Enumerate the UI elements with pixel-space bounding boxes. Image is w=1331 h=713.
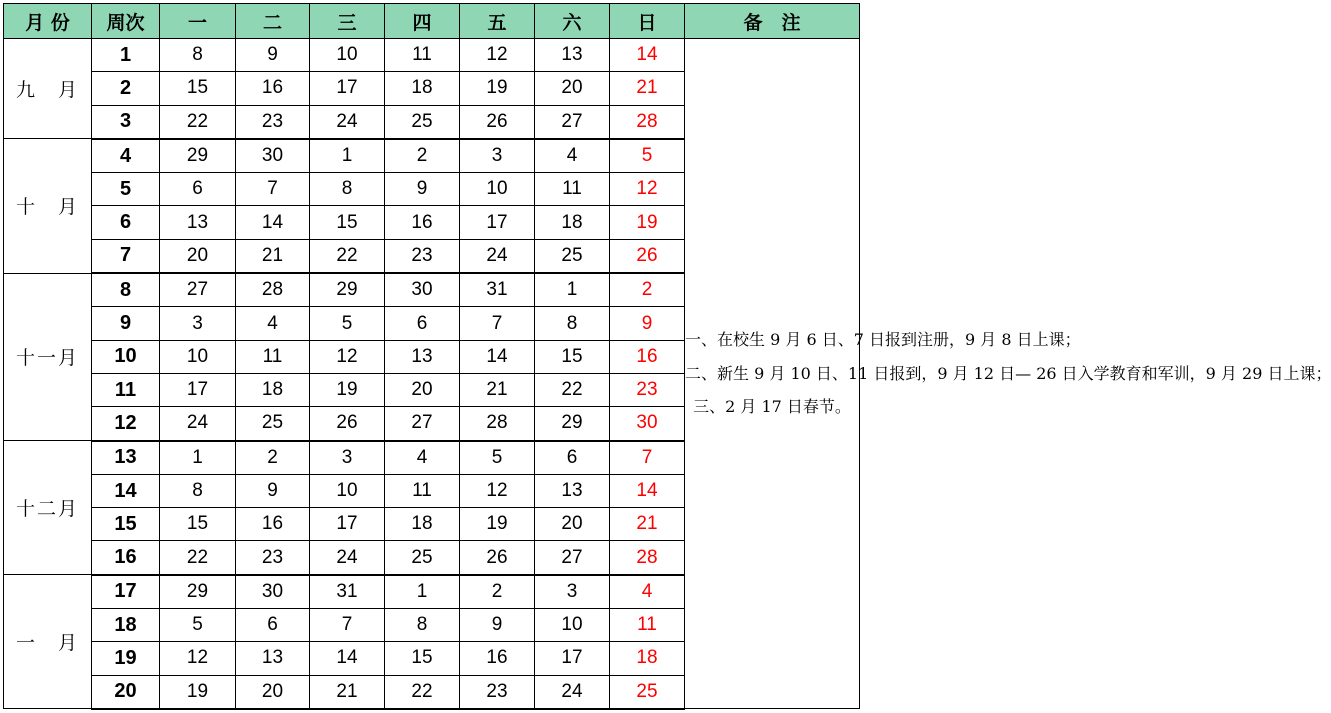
date-cell: 23	[236, 541, 310, 575]
header-month: 月 份	[4, 4, 92, 39]
header-tue: 二	[236, 4, 310, 39]
date-cell: 6	[160, 173, 236, 206]
header-thu: 四	[385, 4, 460, 39]
date-cell: 27	[535, 541, 610, 575]
week-number: 3	[92, 105, 160, 139]
week-number: 16	[92, 541, 160, 575]
date-cell: 29	[160, 575, 236, 609]
header-fri: 五	[460, 4, 535, 39]
date-cell: 7	[460, 307, 535, 340]
week-number: 6	[92, 206, 160, 239]
date-cell: 21	[236, 239, 310, 273]
date-cell: 3	[160, 307, 236, 340]
date-cell: 28	[460, 407, 535, 441]
header-week: 周次	[92, 4, 160, 39]
date-cell: 13	[160, 206, 236, 239]
date-cell: 28	[236, 273, 310, 307]
date-cell: 13	[535, 474, 610, 507]
date-cell: 31	[460, 273, 535, 307]
notes-cell	[685, 39, 1331, 709]
date-cell: 29	[310, 273, 385, 307]
date-cell: 3	[535, 575, 610, 609]
date-cell: 1	[310, 139, 385, 173]
sunday-date-cell: 21	[610, 72, 685, 105]
date-cell: 20	[535, 508, 610, 541]
header-wed: 三	[310, 4, 385, 39]
date-cell: 13	[535, 39, 610, 72]
date-cell: 2	[460, 575, 535, 609]
date-cell: 25	[535, 239, 610, 273]
date-cell: 12	[460, 474, 535, 507]
sunday-date-cell: 28	[610, 541, 685, 575]
date-cell: 1	[160, 441, 236, 475]
date-cell: 15	[535, 340, 610, 373]
date-cell: 26	[460, 541, 535, 575]
date-cell: 15	[160, 508, 236, 541]
header-sun: 日	[610, 4, 685, 39]
date-cell: 15	[385, 642, 460, 675]
date-cell: 22	[535, 373, 610, 406]
date-cell: 27	[385, 407, 460, 441]
date-cell: 22	[160, 105, 236, 139]
week-number: 7	[92, 239, 160, 273]
date-cell: 16	[236, 508, 310, 541]
date-cell: 6	[385, 307, 460, 340]
week-number: 14	[92, 474, 160, 507]
week-number: 19	[92, 642, 160, 675]
note-item: 一、在校生 9 月 6 日、7 日报到注册，9 月 8 日上课；	[685, 330, 1081, 350]
month-label: 十 月	[4, 139, 92, 273]
date-cell: 25	[236, 407, 310, 441]
date-cell: 19	[460, 72, 535, 105]
date-cell: 25	[385, 105, 460, 139]
date-cell: 23	[460, 675, 535, 709]
date-cell: 30	[236, 575, 310, 609]
date-cell: 22	[310, 239, 385, 273]
date-cell: 15	[310, 206, 385, 239]
date-cell: 8	[385, 609, 460, 642]
week-number: 18	[92, 609, 160, 642]
header-mon: 一	[160, 4, 236, 39]
date-cell: 17	[310, 508, 385, 541]
date-cell: 24	[310, 105, 385, 139]
date-cell: 17	[160, 373, 236, 406]
date-cell: 14	[310, 642, 385, 675]
date-cell: 12	[160, 642, 236, 675]
week-number: 1	[92, 39, 160, 72]
date-cell: 17	[460, 206, 535, 239]
week-row	[4, 39, 860, 72]
date-cell: 5	[460, 441, 535, 475]
date-cell: 19	[310, 373, 385, 406]
date-cell: 22	[385, 675, 460, 709]
sunday-date-cell: 14	[610, 39, 685, 72]
week-number: 8	[92, 273, 160, 307]
date-cell: 27	[160, 273, 236, 307]
date-cell: 23	[385, 239, 460, 273]
date-cell: 1	[385, 575, 460, 609]
sunday-date-cell: 28	[610, 105, 685, 139]
date-cell: 13	[385, 340, 460, 373]
date-cell: 8	[310, 173, 385, 206]
date-cell: 20	[160, 239, 236, 273]
sunday-date-cell: 9	[610, 307, 685, 340]
date-cell: 2	[385, 139, 460, 173]
sunday-date-cell: 11	[610, 609, 685, 642]
sunday-date-cell: 12	[610, 173, 685, 206]
sunday-date-cell: 5	[610, 139, 685, 173]
date-cell: 7	[236, 173, 310, 206]
week-number: 4	[92, 139, 160, 173]
date-cell: 18	[535, 206, 610, 239]
sunday-date-cell: 7	[610, 441, 685, 475]
sunday-date-cell: 26	[610, 239, 685, 273]
date-cell: 27	[535, 105, 610, 139]
date-cell: 20	[236, 675, 310, 709]
date-cell: 6	[535, 441, 610, 475]
date-cell: 8	[160, 474, 236, 507]
note-item: 二、新生 9 月 10 日、11 日报到，9 月 12 日— 26 日入学教育和军训，9 月 29 日上课；	[685, 363, 1331, 383]
date-cell: 11	[385, 39, 460, 72]
date-cell: 24	[160, 407, 236, 441]
date-cell: 10	[310, 39, 385, 72]
date-cell: 19	[160, 675, 236, 709]
date-cell: 20	[535, 72, 610, 105]
date-cell: 9	[236, 39, 310, 72]
date-cell: 26	[460, 105, 535, 139]
sunday-date-cell: 14	[610, 474, 685, 507]
date-cell: 3	[460, 139, 535, 173]
date-cell: 11	[535, 173, 610, 206]
date-cell: 3	[310, 441, 385, 475]
week-number: 13	[92, 441, 160, 475]
date-cell: 22	[160, 541, 236, 575]
month-label: 十二月	[4, 441, 92, 575]
note-item: 三、2 月 17 日春节。	[693, 397, 851, 417]
date-cell: 24	[535, 675, 610, 709]
sunday-date-cell: 19	[610, 206, 685, 239]
date-cell: 8	[160, 39, 236, 72]
sunday-date-cell: 18	[610, 642, 685, 675]
date-cell: 4	[236, 307, 310, 340]
month-label: 一 月	[4, 575, 92, 709]
date-cell: 10	[160, 340, 236, 373]
month-label: 九 月	[4, 39, 92, 139]
date-cell: 11	[385, 474, 460, 507]
date-cell: 16	[385, 206, 460, 239]
week-number: 15	[92, 508, 160, 541]
date-cell: 4	[385, 441, 460, 475]
date-cell: 15	[160, 72, 236, 105]
date-cell: 11	[236, 340, 310, 373]
sunday-date-cell: 21	[610, 508, 685, 541]
date-cell: 18	[236, 373, 310, 406]
date-cell: 14	[236, 206, 310, 239]
date-cell: 10	[460, 173, 535, 206]
sunday-date-cell: 25	[610, 675, 685, 709]
date-cell: 24	[310, 541, 385, 575]
week-number: 10	[92, 340, 160, 373]
date-cell: 16	[236, 72, 310, 105]
week-number: 2	[92, 72, 160, 105]
date-cell: 18	[385, 72, 460, 105]
date-cell: 6	[236, 609, 310, 642]
date-cell: 24	[460, 239, 535, 273]
header-sat: 六	[535, 4, 610, 39]
date-cell: 9	[236, 474, 310, 507]
date-cell: 12	[460, 39, 535, 72]
date-cell: 16	[460, 642, 535, 675]
week-number: 20	[92, 675, 160, 709]
sunday-date-cell: 2	[610, 273, 685, 307]
date-cell: 9	[385, 173, 460, 206]
date-cell: 23	[236, 105, 310, 139]
date-cell: 21	[310, 675, 385, 709]
date-cell: 19	[460, 508, 535, 541]
date-cell: 10	[310, 474, 385, 507]
week-number: 12	[92, 407, 160, 441]
date-cell: 4	[535, 139, 610, 173]
sunday-date-cell: 16	[610, 340, 685, 373]
date-cell: 1	[535, 273, 610, 307]
date-cell: 13	[236, 642, 310, 675]
date-cell: 5	[310, 307, 385, 340]
date-cell: 12	[310, 340, 385, 373]
date-cell: 20	[385, 373, 460, 406]
date-cell: 25	[385, 541, 460, 575]
week-number: 9	[92, 307, 160, 340]
calendar-body	[4, 39, 1331, 709]
date-cell: 30	[236, 139, 310, 173]
date-cell: 9	[460, 609, 535, 642]
date-cell: 29	[160, 139, 236, 173]
header-row	[4, 4, 860, 39]
week-number: 17	[92, 575, 160, 609]
date-cell: 17	[535, 642, 610, 675]
date-cell: 17	[310, 72, 385, 105]
week-number: 5	[92, 173, 160, 206]
week-number: 11	[92, 373, 160, 406]
date-cell: 18	[385, 508, 460, 541]
sunday-date-cell: 30	[610, 407, 685, 441]
date-cell: 14	[460, 340, 535, 373]
date-cell: 7	[310, 609, 385, 642]
date-cell: 21	[460, 373, 535, 406]
date-cell: 8	[535, 307, 610, 340]
header-note: 备 注	[685, 4, 860, 39]
date-cell: 26	[310, 407, 385, 441]
date-cell: 29	[535, 407, 610, 441]
sunday-date-cell: 4	[610, 575, 685, 609]
sunday-date-cell: 23	[610, 373, 685, 406]
date-cell: 30	[385, 273, 460, 307]
date-cell: 10	[535, 609, 610, 642]
date-cell: 2	[236, 441, 310, 475]
calendar-table	[3, 3, 1331, 710]
date-cell: 31	[310, 575, 385, 609]
month-label: 十一月	[4, 273, 92, 440]
date-cell: 5	[160, 609, 236, 642]
